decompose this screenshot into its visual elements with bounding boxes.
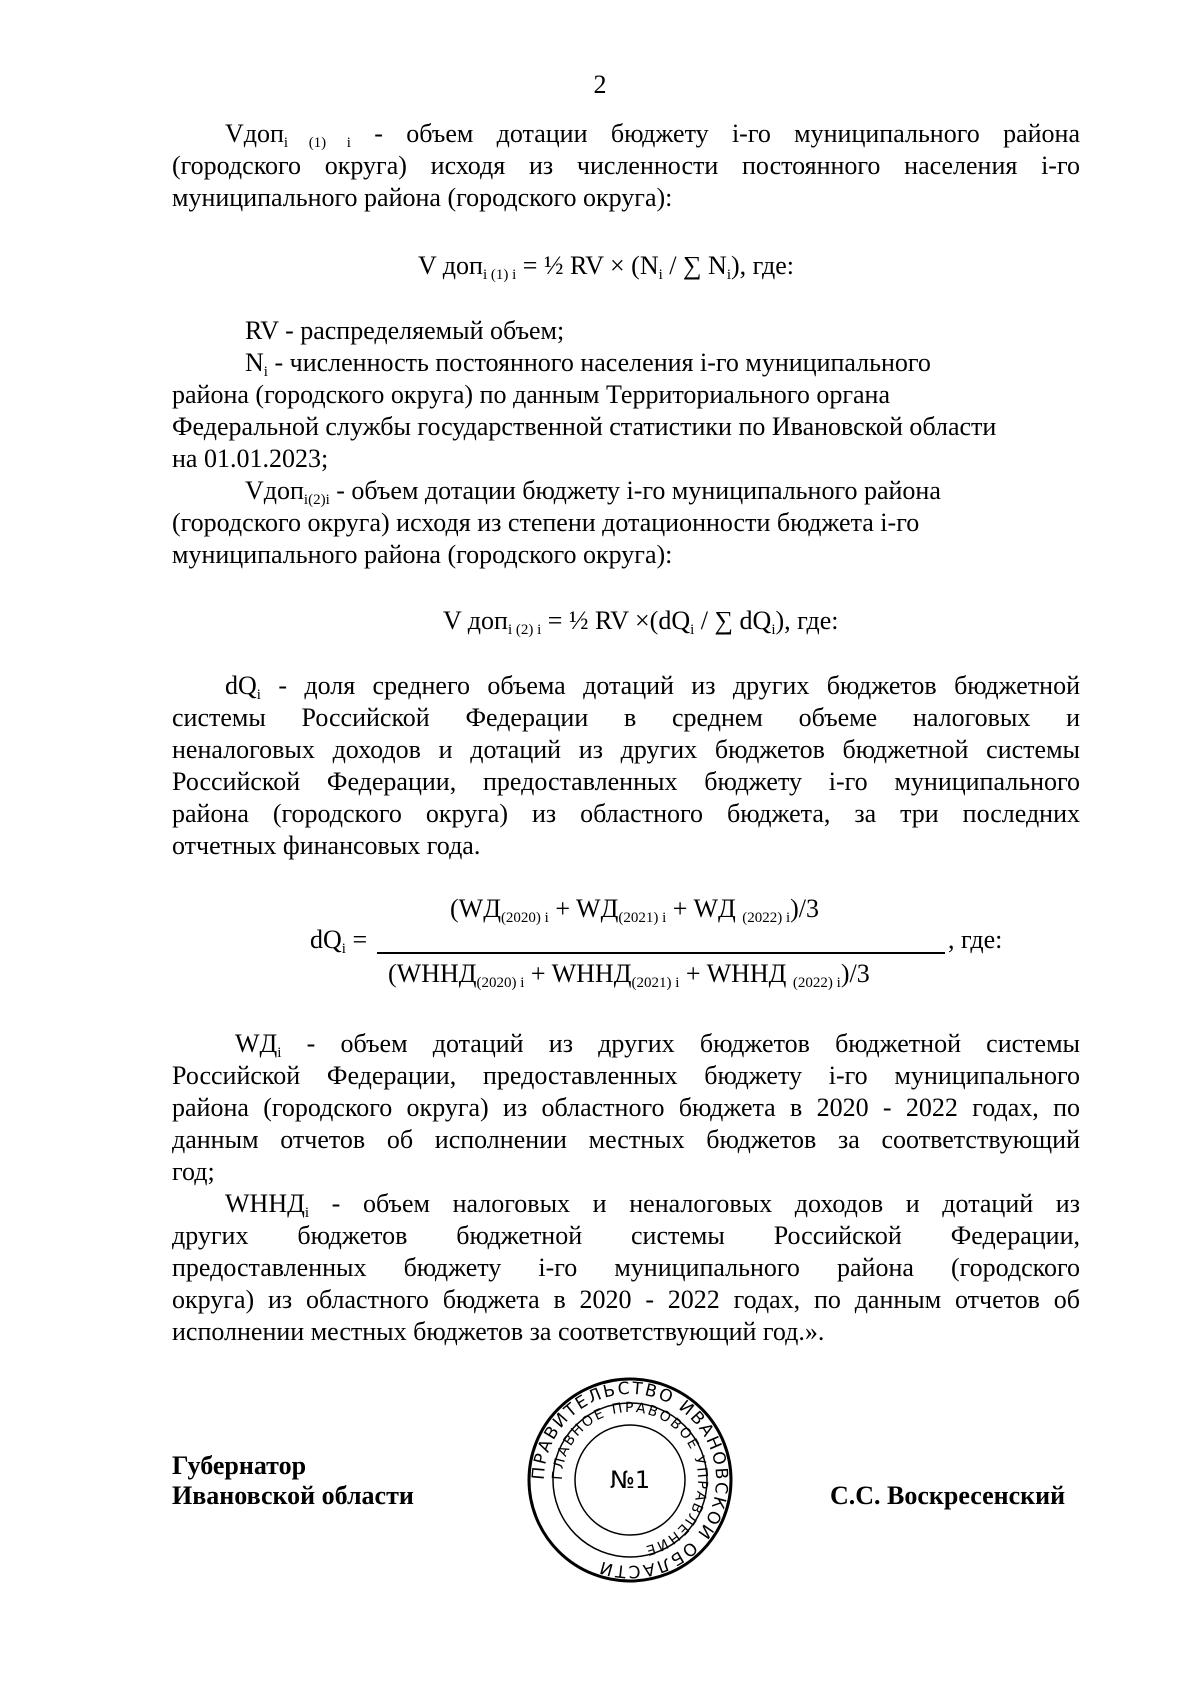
formula-dq-where: , где: bbox=[948, 925, 1003, 954]
paragraph-wd-line-5: год; bbox=[172, 1157, 215, 1186]
paragraph-wnnd-line-2: других бюджетов бюджетной системы Российской Федерации, bbox=[172, 1221, 1080, 1250]
definition-ni-line-4: на 01.01.2023; bbox=[172, 444, 329, 473]
paragraph-wd-line-4: данным отчетов об исполнении местных бюджетов за соответствующий bbox=[172, 1125, 1080, 1154]
signatory-name: С.С. Воскресенский bbox=[830, 1481, 1066, 1510]
page-number: 2 bbox=[593, 70, 607, 99]
paragraph-dq-line-1: $dQ_i$ - доля среднего объема дотаций из других бюджетов бюджетной bbox=[225, 671, 1080, 703]
paragraph-wd-line-3: района (городского округа) из областного бюджета в 2020 - 2022 годах, по bbox=[172, 1093, 1080, 1122]
official-seal bbox=[525, 1375, 735, 1585]
paragraph-vdop1-line-1: Vдоп$_i$ $_{(1)}$ $_i$ - объем дотации бюджету i-го муниципального района bbox=[225, 119, 1080, 151]
formula-vdop2: V доп$_{i (2) i}$ = ½ RV $\times(dQ_i$ / ∑ $dQ_i$), где: bbox=[443, 606, 839, 638]
formula-dq-numerator: ($WД_{(2020) i} + WД_{(2021) i}$ + WД $_{(2022) i}$)/3 bbox=[450, 894, 820, 926]
signatory-title-line-1: Губернатор bbox=[172, 1451, 307, 1480]
paragraph-dq-line-4: Российской Федерации, предоставленных бюджету i-го муниципального bbox=[172, 767, 1080, 796]
paragraph-wnnd-line-1: $WННД_i$ - объем налоговых и неналоговых доходов и дотаций из bbox=[225, 1189, 1080, 1221]
paragraph-vdop1-line-3: муниципального района (городского округа): bbox=[172, 183, 673, 212]
paragraph-dq-line-5: района (городского округа) из областного бюджета, за три последних bbox=[172, 799, 1080, 828]
formula-dq-lhs: $dQ_i$ = bbox=[310, 925, 368, 957]
definition-vdop2-line-1: Vдоп$_{i(2)i}$ - объем дотации бюджету i-го муниципального района bbox=[245, 476, 941, 508]
paragraph-wnnd-line-4: округа) из областного бюджета в 2020 - 2022 годах, по данным отчетов об bbox=[172, 1285, 1080, 1314]
fraction-bar bbox=[377, 952, 945, 954]
seal-number: №1 bbox=[609, 1466, 651, 1494]
paragraph-dq-line-6: отчетных финансовых года. bbox=[172, 831, 481, 860]
seal-outer-text: ПРАВИТЕЛЬСТВО ИВАНОВСКОЙ ОБЛАСТИ bbox=[528, 1378, 732, 1582]
signatory-title-line-2: Ивановской области bbox=[172, 1481, 414, 1510]
paragraph-vdop1-line-2: (городского округа) исходя из численности постоянного населения i-го bbox=[172, 151, 1080, 180]
definition-vdop2-line-3: муниципального района (городского округа): bbox=[172, 540, 673, 569]
formula-vdop1: V доп$_{i (1) i}$ = ½ RV × ($N_i$ / ∑ $N_i$), где: bbox=[418, 251, 795, 283]
paragraph-wd-line-2: Российской Федерации, предоставленных бюджету i-го муниципального bbox=[172, 1061, 1080, 1090]
definition-vdop2-line-2: (городского округа) исходя из степени дотационности бюджета i-го bbox=[172, 508, 920, 537]
definition-rv: RV - распределяемый объем; bbox=[245, 316, 565, 345]
seal-inner-text: ГЛАВНОЕ ПРАВОВОЕ УПРАВЛЕНИЕ bbox=[549, 1399, 711, 1559]
paragraph-wnnd-line-5: исполнении местных бюджетов за соответствующий год.». bbox=[172, 1317, 825, 1346]
definition-ni-line-2: района (городского округа) по данным Территориального органа bbox=[172, 380, 890, 409]
paragraph-dq-line-2: системы Российской Федерации в среднем объеме налоговых и bbox=[172, 703, 1080, 732]
definition-ni-line-1: $N_i$ - численность постоянного населения i-го муниципального bbox=[245, 348, 931, 380]
paragraph-wnnd-line-3: предоставленных бюджету i-го муниципального района (городского bbox=[172, 1253, 1080, 1282]
paragraph-wd-line-1: $WД_i$ - объем дотаций из других бюджетов бюджетной системы bbox=[235, 1029, 1080, 1061]
paragraph-dq-line-3: неналоговых доходов и дотаций из других бюджетов бюджетной системы bbox=[172, 735, 1080, 764]
definition-ni-line-3: Федеральной службы государственной статистики по Ивановской области bbox=[172, 412, 997, 441]
formula-dq-denominator: ($WННД_{(2020) i}$ + $WННД_{(2021) i}$ + WННД $_{(2022) i}$)/3 bbox=[388, 959, 870, 991]
